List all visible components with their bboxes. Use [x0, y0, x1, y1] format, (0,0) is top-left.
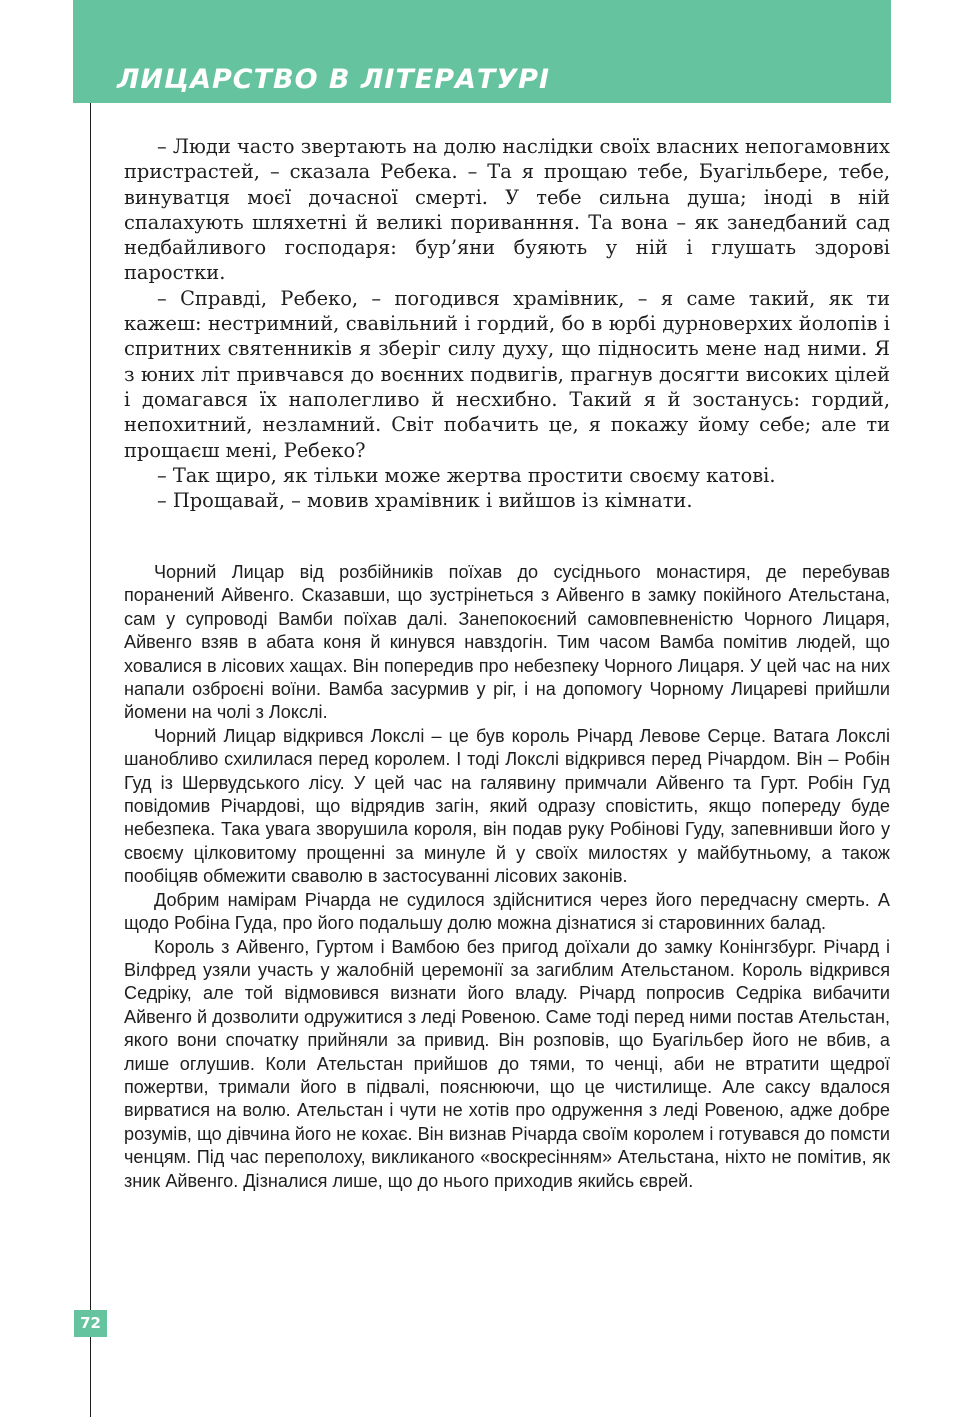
- dialogue-paragraph: – Прощавай, – мовив храмівник і вийшов із кімнати.: [157, 489, 693, 513]
- page-number: 72: [74, 1310, 107, 1337]
- dialogue-paragraph: – Справді, Ребеко, – погодився храмівник, – я саме такий, як ти кажеш: нестримний, свавільний і гордий, бо в юрбі дурноверхих йолопів і спритних святенників я зберіг силу духу, що підносить мене над ними. Я з юних літ привчався до воєнних подвигів, прагнув досягти високих цілей і домагався їх наполегливо й несхибно. Такий я й зостанусь: гордий, непохитний, незламний. Світ побачить це, я покажу йому себе; але ти прощаєш мені, Ребеко?: [124, 286, 890, 462]
- summary-paragraph: Чорний Лицар від розбійників поїхав до сусіднього монастиря, де перебував поранений Айвенго. Сказавши, що зустрінеться з Айвенго в замку покійного Ательстана, сам у супроводі Вамби поїхав далі. Занепокоєний самовпевненістю Чорного Лицаря, Айвенго взяв в абата коня й кинувся навздогін. Тим часом Вамба помітив людей, що ховалися в лісових хащах. Він попередив про небезпеку Чорного Лицаря. У цей час на них напали озброєні воїни. Вамба засурмив у ріг, і на допомогу Чорному Лицареві прийшли йомени на чолі з Локслі.: [124, 562, 890, 723]
- dialogue-paragraph: – Люди часто звертають на долю наслідки своїх власних непогамовних пристрастей, – сказала Ребека. – Та я прощаю тебе, Буагільбере, тебе, винуватця моєї дочасної смерті. У тебе сильна душа; іноді в ній спалахують шляхетні й великі пориванння. Та вона – як занедбаний сад недбайливого господаря: бур’яни буяють у ній і глушать здорові паростки.: [124, 135, 890, 285]
- dialogue-paragraph: – Так щиро, як тільки може жертва простити своєму катові.: [157, 463, 776, 487]
- chapter-title: ЛИЦАРСТВО В ЛІТЕРАТУРІ: [117, 64, 550, 95]
- dialogue-excerpt: [124, 134, 890, 513]
- plot-summary: [124, 561, 890, 1193]
- margin-rule: [90, 103, 91, 1417]
- summary-paragraph: Король з Айвенго, Гуртом і Вамбою без пригод доїхали до замку Конінгзбург. Річард і Вілфред узяли участь у жалобній церемонії за загиблим Ательстаном. Король відкрився Седріку, але той відмовився визнати його владу. Річард попросив Седріка вибачити Айвенго й дозволити одружитися з леді Ровеною. Саме тоді перед ними постав Ательстан, якого вони спочатку прийняли за привид. Він розповів, що Буагільбер його не вбив, а лише оглушив. Коли Ательстан прийшов до тями, то ченці, аби не втратити щедрої пожертви, тримали його в підвалі, пояснюючи, що це чистилище. Але саксу вдалося вирватися на волю. Ательстан і чути не хотів про одруження з леді Ровеною, адже добре розумів, що дівчина його не кохає. Він визнав Річарда своїм королем і готувався до помсти ченцям. Під час переполоху, викликаного «воскресінням» Ательстана, ніхто не помітив, як зник Айвенго. Дізналися лише, що до нього приходив якийсь єврей.: [124, 936, 890, 1191]
- chapter-header-band: [73, 0, 891, 103]
- summary-paragraph: Добрим намірам Річарда не судилося здійснитися через його передчасну смерть. А щодо Робіна Гуда, про його подальшу долю можна дізнатися зі старовинних балад.: [124, 889, 890, 934]
- summary-paragraph: Чорний Лицар відкрився Локслі – це був король Річард Левове Серце. Ватага Локслі шанобливо схилилася перед королем. І тоді Локслі відкрився перед Річардом. Він – Робін Гуд із Шервудського лісу. У цей час на галявину примчали Айвенго та Гурт. Робін Гуд повідомив Річардові, що відрядив загін, який одразу сповістить, якщо попереду буде небезпека. Така увага зворушила короля, він подав руку Робінові Гуду, запевнивши його у своєму цілковитому прощенні за минуле й у своїх милостях у майбутньому, а також пообіцяв обмежити сваволю в застосуванні лісових законів.: [124, 725, 890, 887]
